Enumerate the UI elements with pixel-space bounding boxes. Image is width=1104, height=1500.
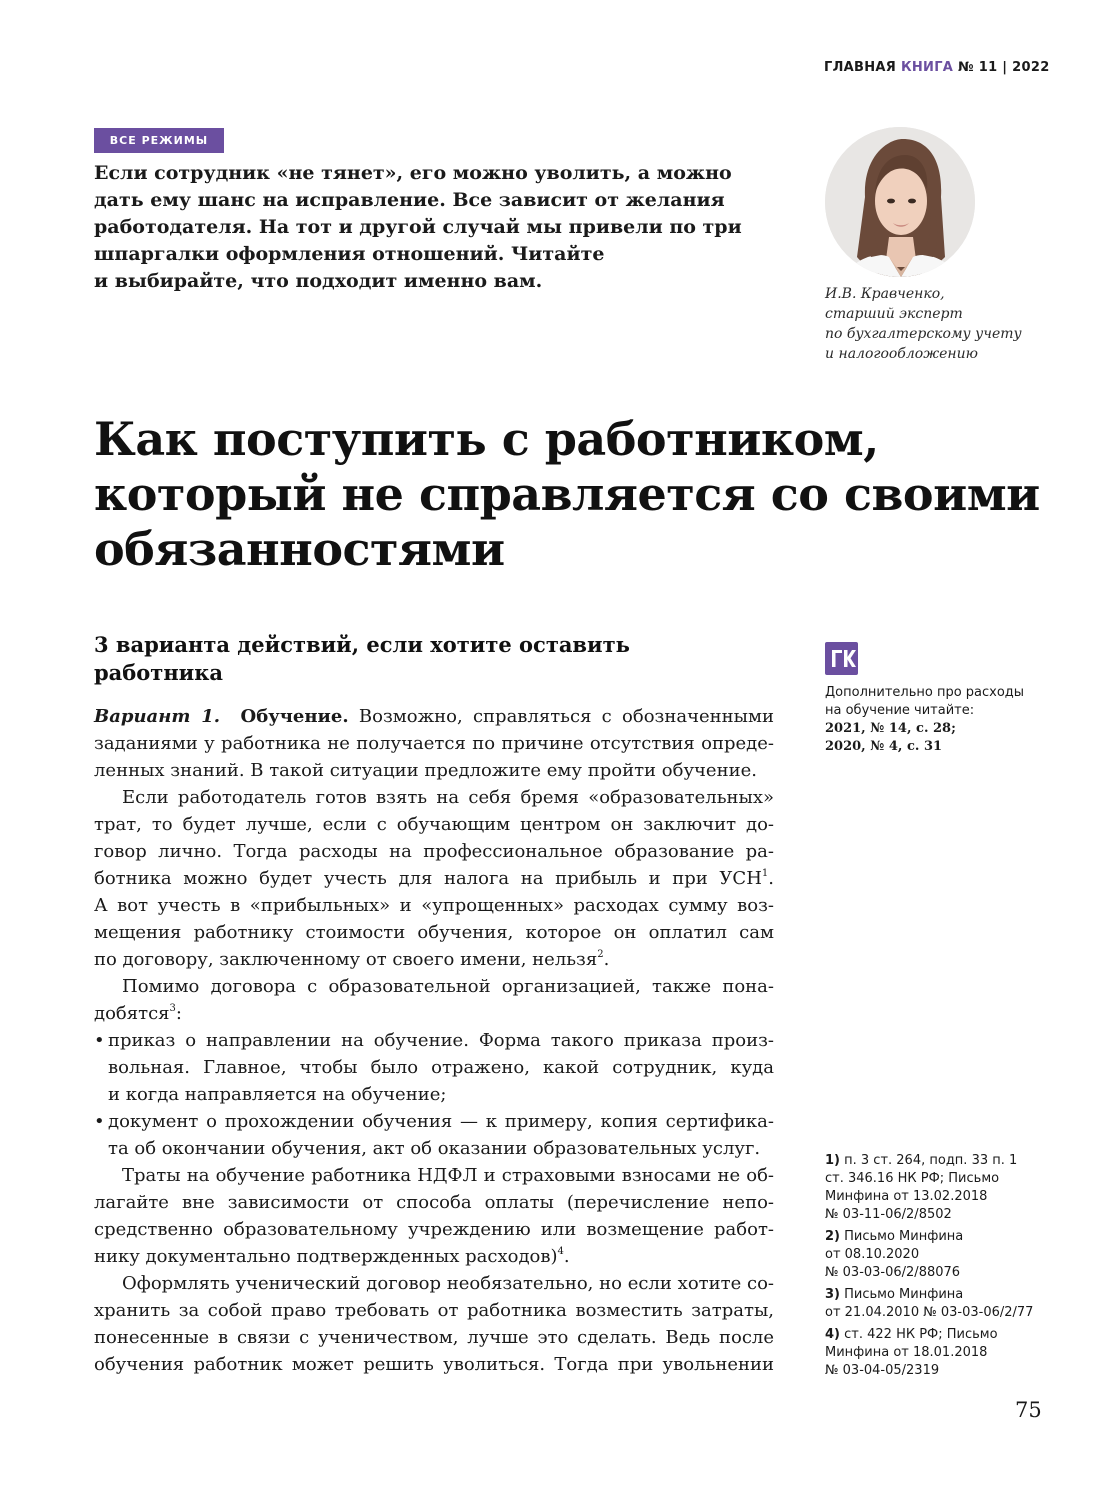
body-line: обучения работник может решить уволиться. Тогда при увольнении [94, 1354, 774, 1375]
footnote-line: Минфина от 13.02.2018 [825, 1189, 988, 1204]
body-line [94, 946, 774, 973]
sidebar-note-line: на обучение читайте: [825, 703, 975, 718]
body-line: хранить за собой право требовать от работника возместить затраты, [94, 1300, 774, 1321]
author-role: по бухгалтерскому учету [825, 326, 1022, 342]
author-caption [825, 284, 1055, 364]
title-line: обязанностями [94, 522, 505, 576]
body-text: . [768, 868, 774, 889]
body-text: . [563, 1246, 570, 1267]
footnote-text: п. 3 ст. 264, подп. 33 п. 1 [840, 1153, 1018, 1168]
body-line: говор лично. Тогда расходы на профессиональное образование ра- [94, 841, 774, 862]
body-text: : [175, 1003, 182, 1024]
body-line [94, 703, 774, 730]
section-heading-line: работника [94, 660, 224, 685]
footnote [825, 1228, 1065, 1282]
issue-number: № 11 | 2022 [958, 60, 1050, 75]
sidebar-reference: 2020, № 4, с. 31 [825, 739, 943, 754]
bullet-item [94, 1027, 774, 1054]
variant-title: Обучение. [240, 706, 349, 727]
footnote-number: 1) [825, 1153, 840, 1168]
footnote [825, 1152, 1065, 1224]
footnote-line: № 03-11-06/2/8502 [825, 1207, 952, 1222]
body-line: Помимо договора с образовательной организацией, также пона- [122, 976, 774, 997]
body-text: добятся [94, 1003, 170, 1024]
sidebar-note [825, 684, 1055, 756]
footnote-line [825, 1228, 1065, 1246]
footnote-text: Письмо Минфина [840, 1229, 964, 1244]
body-line: мещения работнику стоимости обучения, которое он оплатил сам [94, 922, 774, 943]
body-text: . [603, 949, 610, 970]
footnote-number: 3) [825, 1287, 840, 1302]
footnote-line: ст. 346.16 НК РФ; Письмо [825, 1171, 1000, 1186]
title-line: который не справляется со своими [94, 467, 1040, 521]
article-body [94, 703, 774, 1378]
footnote-ref: 2 [597, 949, 604, 960]
footnote-line [825, 1326, 1065, 1344]
footnote-line [825, 1152, 1065, 1170]
body-line [94, 865, 774, 892]
author-name: И.В. Кравченко, [825, 286, 945, 302]
sidebar-note-line: Дополнительно про расходы [825, 685, 1025, 700]
section-heading [94, 631, 744, 687]
sidebar-reference: 2021, № 14, с. 28; [825, 721, 956, 736]
category-tag: ВСЕ РЕЖИМЫ [94, 128, 224, 153]
footnote-ref: 3 [169, 1003, 176, 1014]
lead-line: и выбирайте, что подходит именно вам. [94, 270, 543, 292]
footnote-ref: 1 [761, 868, 769, 879]
footnote [825, 1286, 1065, 1322]
footnote-number: 2) [825, 1229, 840, 1244]
body-line [94, 1243, 774, 1270]
gk-logo-icon [825, 642, 858, 675]
title-line: Как поступить с работником, [94, 412, 879, 466]
footnote-line: № 03-04-05/2319 [825, 1363, 940, 1378]
footnote-line: Минфина от 18.01.2018 [825, 1345, 988, 1360]
body-text: нику документально подтвержденных расходов) [94, 1246, 558, 1267]
body-line: и когда направляется на обучение; [108, 1084, 447, 1105]
brand-main: ГЛАВНАЯ [824, 60, 897, 75]
bullet-icon: • [94, 1030, 105, 1051]
variant-label: Вариант 1. [94, 706, 220, 727]
author-portrait [825, 127, 975, 277]
body-text: ботника можно будет учесть для налога на прибыль и при УСН [94, 868, 762, 889]
footnote-line: № 03-03-06/2/88076 [825, 1265, 961, 1280]
body-text: приказ о направлении на обучение. Форма такого приказа произ- [108, 1030, 774, 1051]
author-role: и налогообложению [825, 346, 978, 362]
lead-paragraph [94, 160, 774, 295]
bullet-item [94, 1108, 774, 1135]
body-text: Возможно, справляться с обозначенными [358, 706, 774, 727]
bullet-icon: • [94, 1111, 105, 1132]
body-line: А вот учесть в «прибыльных» и «упрощенных» расходах сумму воз- [94, 895, 774, 916]
footnotes [825, 1152, 1065, 1384]
brand-accent: КНИГА [900, 60, 954, 75]
body-line: средственно образовательному учреждению или возмещение работ- [94, 1219, 774, 1240]
body-line: заданиями у работника не получается по причине отсутствия опреде- [94, 733, 774, 754]
lead-line: работодателя. На тот и другой случай мы привели по три [94, 216, 742, 238]
body-line: та об окончании обучения, акт об оказании образовательных услуг. [108, 1138, 761, 1159]
portrait-illustration [825, 127, 975, 277]
body-line: Траты на обучение работника НДФЛ и страховыми взносами не об- [122, 1165, 774, 1186]
footnote-line [825, 1286, 1065, 1304]
body-line: Если работодатель готов взять на себя бремя «образовательных» [122, 787, 774, 808]
page-number: 75 [1015, 1398, 1042, 1422]
body-line: вольная. Главное, чтобы было отражено, какой сотрудник, куда [108, 1057, 774, 1078]
gk-logo-mark [825, 642, 858, 675]
body-line: понесенные в связи с ученичеством, лучше это сделать. Ведь после [94, 1327, 774, 1348]
footnote-ref: 4 [557, 1246, 564, 1257]
lead-line: Если сотрудник «не тянет», его можно уволить, а можно [94, 162, 732, 184]
lead-line: шпаргалки оформления отношений. Читайте [94, 243, 605, 265]
footnote-line: от 08.10.2020 [825, 1247, 920, 1262]
body-text: документ о прохождении обучения — к примеру, копия сертифика- [108, 1111, 774, 1132]
body-line: Оформлять ученический договор необязательно, но если хотите со- [122, 1273, 774, 1294]
footnote [825, 1326, 1065, 1380]
section-heading-line: 3 варианта действий, если хотите оставить [94, 632, 630, 657]
masthead [824, 60, 1050, 75]
author-role: старший эксперт [825, 306, 963, 322]
article-title [94, 412, 1084, 577]
body-line [94, 1000, 774, 1027]
body-line: трат, то будет лучше, если с обучающим центром он заключит до- [94, 814, 774, 835]
footnote-text: ст. 422 НК РФ; Письмо [840, 1327, 998, 1342]
footnote-number: 4) [825, 1327, 840, 1342]
lead-line: дать ему шанс на исправление. Все зависит от желания [94, 189, 725, 211]
body-line: лагайте вне зависимости от способа оплаты (перечисление непо- [94, 1192, 774, 1213]
footnote-line: от 21.04.2010 № 03-03-06/2/77 [825, 1305, 1034, 1320]
body-text: по договору, заключенному от своего имени, нельзя [94, 949, 598, 970]
footnote-text: Письмо Минфина [840, 1287, 964, 1302]
body-line: ленных знаний. В такой ситуации предложите ему пройти обучение. [94, 760, 757, 781]
